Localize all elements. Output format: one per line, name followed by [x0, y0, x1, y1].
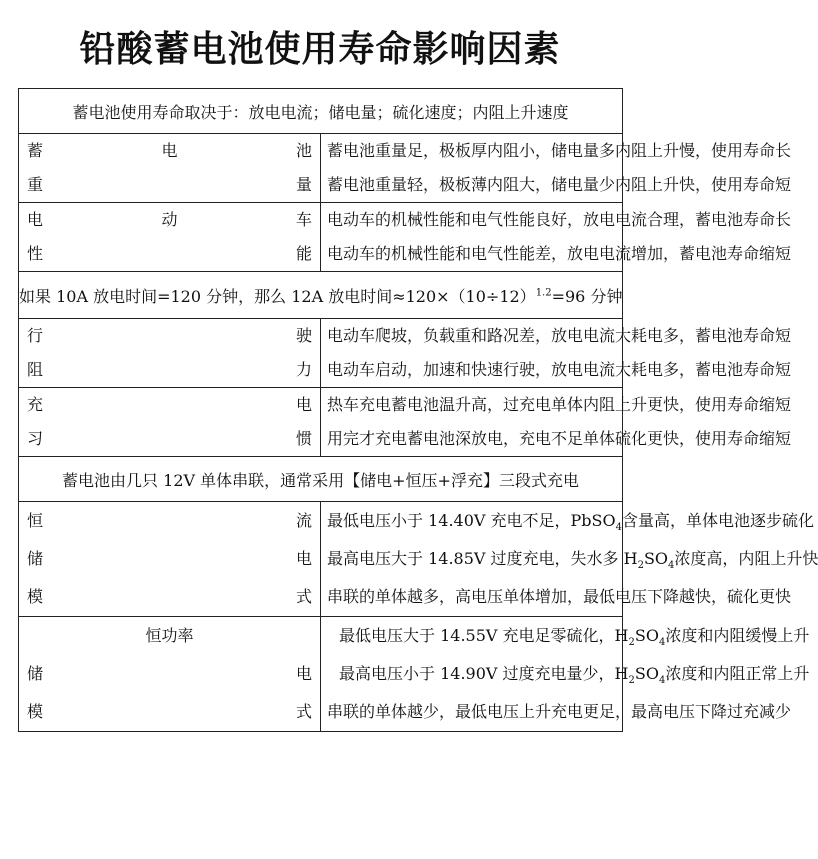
const-power-label-3: 模式 [27, 702, 312, 721]
const-current-label [19, 502, 321, 617]
weight-label-1: 蓄电池 [27, 141, 312, 160]
table-row [19, 89, 623, 134]
weight-label-2: 重量 [27, 175, 312, 194]
vehicle-content [321, 203, 792, 272]
vehicle-label-1: 电动车 [27, 210, 312, 229]
const-current-content [321, 502, 818, 617]
const-power-line-2: 最高电压小于 14.90V 过度充电量少，$H_2SO_4$浓度和内阻正常上升 [339, 664, 810, 687]
charging-line-1: 热车充电蓄电池温升高，过充电单体内阻上升更快，使用寿命缩短 [327, 395, 792, 414]
weight-content [321, 134, 792, 203]
table-row [19, 457, 623, 502]
resistance-label-2: 阻力 [27, 360, 312, 379]
formula-cell [19, 272, 623, 319]
page-title: 铅酸蓄电池使用寿命影响因素 [79, 29, 561, 70]
table-row [19, 502, 623, 617]
charging-content [321, 388, 792, 457]
resistance-line-1: 电动车爬坡，负载重和路况差，放电电流大耗电多，蓄电池寿命短 [327, 326, 792, 345]
weight-line-1: 蓄电池重量足，极板厚内阻小，储电量多内阻上升慢，使用寿命长 [327, 141, 792, 160]
formula-result: =96 分钟 [551, 286, 623, 306]
table-row [19, 134, 623, 203]
formula-text: 如果 10A 放电时间=120 分钟，那么 12A 放电时间≈120×（10÷12） [19, 286, 536, 306]
const-current-label-3: 模式 [27, 587, 312, 606]
vehicle-label-2: 性能 [27, 244, 312, 263]
factor-table [18, 88, 818, 732]
const-power-content [321, 617, 810, 732]
const-current-line-2: 最高电压大于 14.85V 过度充电，失水多 $H_2SO_4$浓度高，内阻上升快 [327, 549, 818, 572]
charging-line-2: 用完才充电蓄电池深放电，充电不足单体硫化更快，使用寿命缩短 [327, 429, 792, 448]
weight-line-2: 蓄电池重量轻，极板薄内阻大，储电量少内阻上升快，使用寿命短 [327, 175, 792, 194]
const-power-line-3: 串联的单体越少，最低电压上升充电更足，最高电压下降过充减少 [327, 702, 792, 721]
const-power-label [19, 617, 321, 732]
const-power-label-2: 储电 [27, 664, 312, 683]
summary-cell: 蓄电池使用寿命取决于：放电电流；储电量；硫化速度；内阻上升速度 [19, 89, 623, 134]
table-row [19, 203, 623, 272]
charging-label-1: 充电 [27, 395, 312, 414]
const-current-line-3: 串联的单体越多，高电压单体增加，最低电压下降越快，硫化更快 [327, 587, 792, 606]
vehicle-label [19, 203, 321, 272]
table-row [19, 319, 623, 388]
formula-exponent: 1.2 [535, 287, 552, 299]
const-power-line-1: 最低电压大于 14.55V 充电足零硫化，$H_2SO_4$浓度和内阻缓慢上升 [339, 626, 810, 649]
resistance-label [19, 319, 321, 388]
table-row [19, 388, 623, 457]
resistance-label-1: 行驶 [27, 326, 312, 345]
vehicle-line-2: 电动车的机械性能和电气性能差，放电电流增加，蓄电池寿命缩短 [327, 244, 792, 263]
table-row [19, 617, 623, 732]
resistance-line-2: 电动车启动，加速和快速行驶，放电电流大耗电多，蓄电池寿命短 [327, 360, 792, 379]
weight-label [19, 134, 321, 203]
const-current-line-1: 最低电压小于 14.40V 充电不足，PbSO$_4$含量高，单体电池逐步硫化 [327, 511, 815, 534]
resistance-content [321, 319, 792, 388]
const-current-label-2: 储电 [27, 549, 312, 568]
series-cell: 蓄电池由几只 12V 单体串联，通常采用【储电+恒压+浮充】三段式充电 [19, 457, 623, 502]
const-current-label-1: 恒流 [27, 511, 312, 530]
table-row [19, 272, 623, 319]
charging-label-2: 习惯 [27, 429, 312, 448]
vehicle-line-1: 电动车的机械性能和电气性能良好，放电电流合理，蓄电池寿命长 [327, 210, 792, 229]
const-power-label-1: 恒功率 [145, 626, 194, 645]
charging-label [19, 388, 321, 457]
